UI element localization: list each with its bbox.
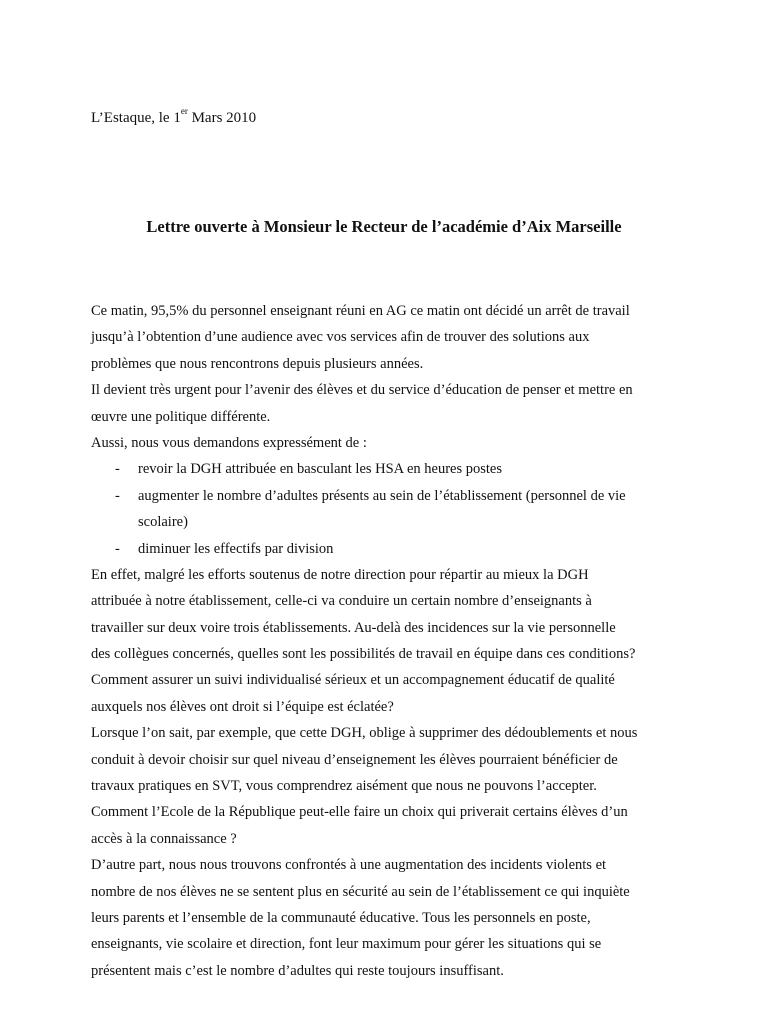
- list-item-text: augmenter le nombre d’adultes présents au sein de l’établissement (personnel de vie: [138, 487, 626, 504]
- body-line: travaux pratiques en SVT, vous comprendrez aisément que nous ne pouvons l’accepter.: [91, 778, 597, 795]
- body-line: Comment l’Ecole de la République peut-elle faire un choix qui priverait certains élèves d’un: [91, 804, 628, 821]
- body-line: œuvre une politique différente.: [91, 408, 271, 425]
- body-line: Comment assurer un suivi individualisé sérieux et un accompagnement éducatif de qualité: [91, 672, 615, 689]
- body-line: problèmes que nous rencontrons depuis plusieurs années.: [91, 355, 424, 372]
- body-line: travailler sur deux voire trois établissements. Au-delà des incidences sur la vie personnelle: [91, 619, 616, 636]
- letter-date: [91, 108, 256, 128]
- body-line: Lorsque l’on sait, par exemple, que cette DGH, oblige à supprimer des dédoublements et nous: [91, 725, 638, 742]
- body-line: Aussi, nous vous demandons expressément de :: [91, 434, 367, 451]
- body-line: jusqu’à l’obtention d’une audience avec vos services afin de trouver des solutions aux: [91, 329, 590, 346]
- body-line: des collègues concernés, quelles sont les possibilités de travail en équipe dans ces conditions?: [91, 646, 636, 663]
- bullet-dash: -: [115, 461, 120, 478]
- body-line: En effet, malgré les efforts soutenus de notre direction pour répartir au mieux la DGH: [91, 566, 589, 583]
- body-line: enseignants, vie scolaire et direction, font leur maximum pour gérer les situations qui se: [91, 936, 602, 953]
- body-line: leurs parents et l’ensemble de la communauté éducative. Tous les personnels en poste,: [91, 909, 591, 926]
- body-line: conduit à devoir choisir sur quel niveau d’enseignement les élèves pourraient bénéficier de: [91, 751, 618, 768]
- body-line: Ce matin, 95,5% du personnel enseignant réuni en AG ce matin ont décidé un arrêt de travail: [91, 303, 630, 319]
- date-text-after: Mars 2010: [187, 110, 257, 126]
- letter-title: Lettre ouverte à Monsieur le Recteur de l’académie d’Aix Marseille: [146, 217, 622, 236]
- list-item-text: revoir la DGH attribuée en basculant les HSA en heures postes: [138, 461, 503, 478]
- bullet-dash: -: [115, 540, 120, 557]
- list-item-text: scolaire): [138, 514, 188, 531]
- body-line: auxquels nos élèves ont droit si l’équipe est éclatée?: [91, 698, 394, 715]
- body-line: nombre de nos élèves ne se sentent plus en sécurité au sein de l’établissement ce qui inquiète: [91, 883, 630, 900]
- body-line: attribuée à notre établissement, celle-ci va conduire un certain nombre d’enseignants à: [91, 593, 592, 610]
- demands-list: [91, 456, 691, 562]
- list-item-continuation: [91, 509, 691, 535]
- body-line: Il devient très urgent pour l’avenir des élèves et du service d’éducation de penser et mettre en: [91, 382, 633, 399]
- body-line: présentent mais c’est le nombre d’adultes qui reste toujours insuffisant.: [91, 962, 504, 979]
- date-text-before: L’Estaque, le 1: [91, 110, 181, 126]
- list-item-text: diminuer les effectifs par division: [138, 540, 334, 557]
- bullet-dash: -: [115, 487, 120, 504]
- letter-body: [91, 298, 691, 984]
- body-line: D’autre part, nous nous trouvons confrontés à une augmentation des incidents violents et: [91, 857, 607, 874]
- list-item: [91, 536, 691, 562]
- list-item: [91, 456, 691, 482]
- body-line: accès à la connaissance ?: [91, 830, 237, 847]
- list-item: [91, 483, 691, 509]
- date-ordinal-suffix: er: [180, 106, 188, 116]
